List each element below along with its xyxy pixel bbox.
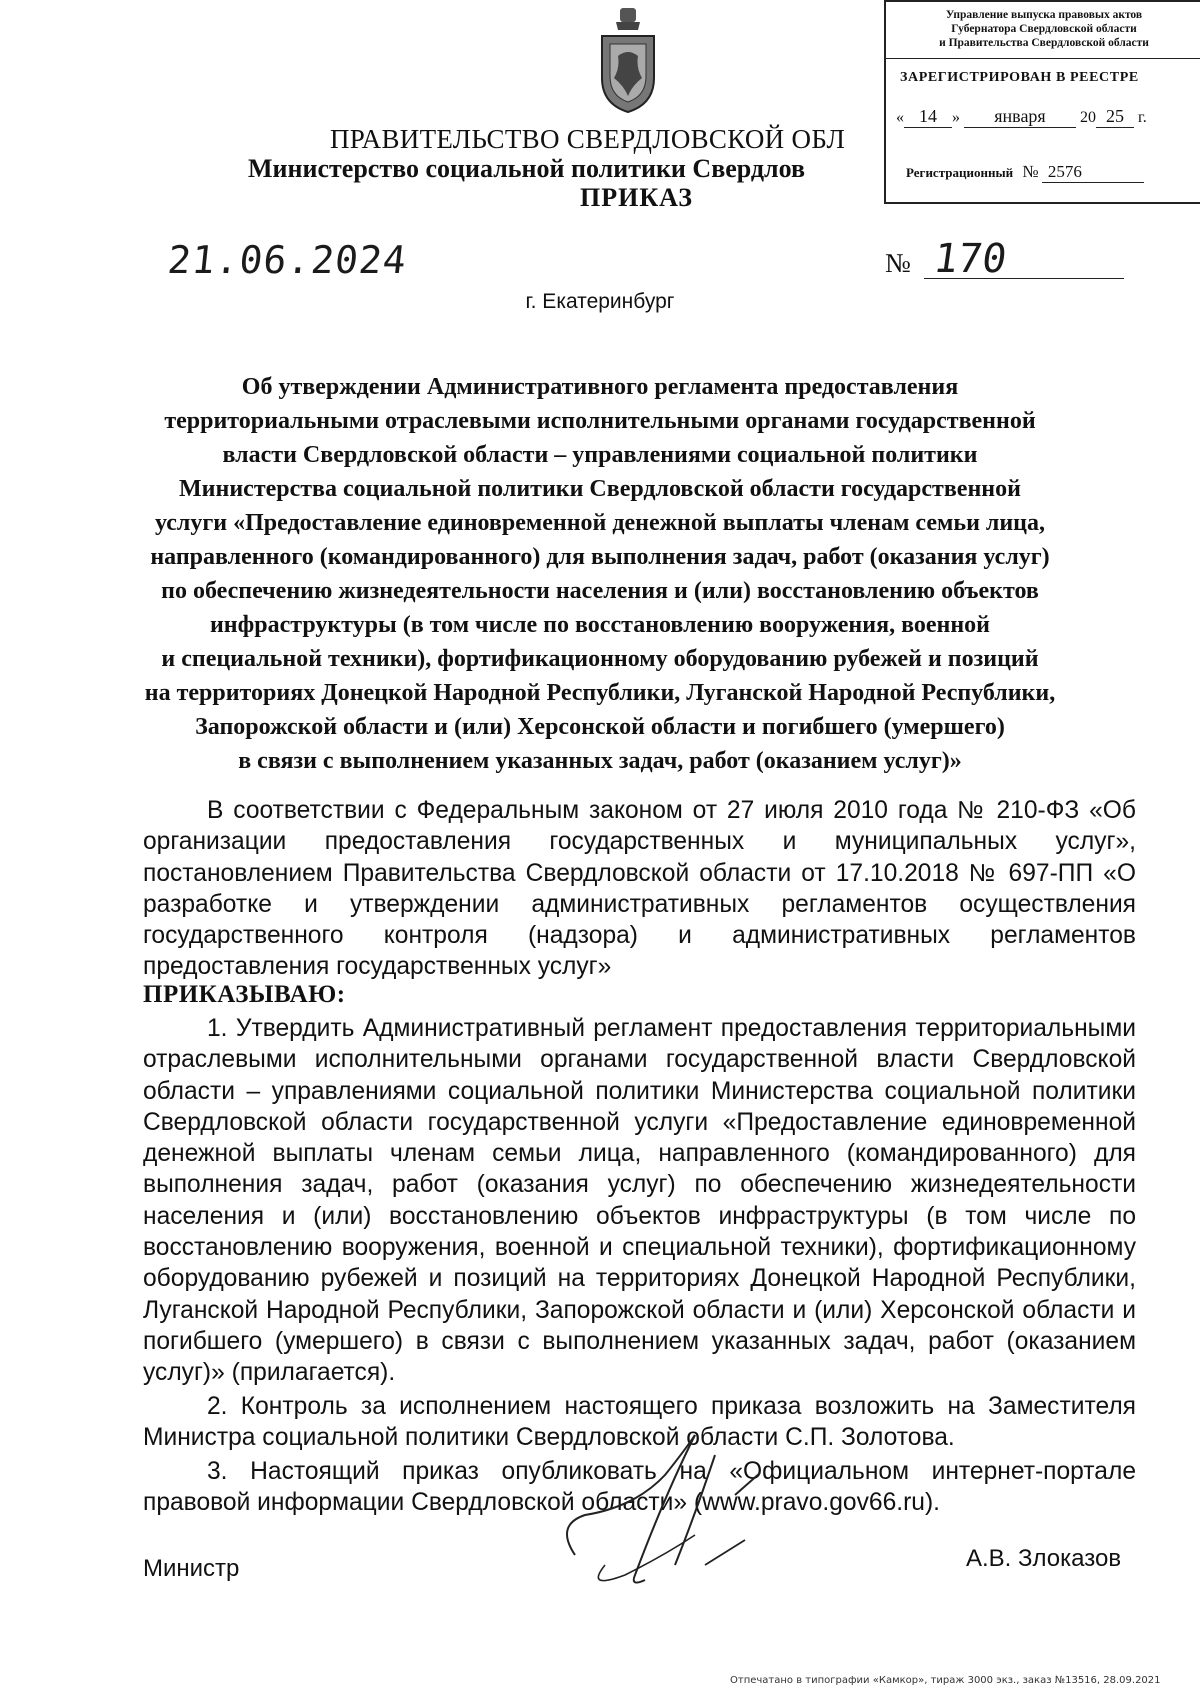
registry-year-prefix: 20 (1080, 109, 1096, 126)
order-number-sign: № (885, 248, 911, 278)
order-command: ПРИКАЗЫВАЮ: (143, 981, 346, 1008)
document-title-line: Об утверждении Административного регламента предоставления (241, 374, 959, 400)
document-title-line: инфраструктуры (в том числе по восстановлению вооружения, военной (209, 612, 991, 638)
registry-stamp (884, 0, 1200, 204)
document-title-line: территориальными отраслевыми исполнительными органами государственной (164, 408, 1036, 434)
coat-of-arms-emblem (596, 8, 660, 114)
registry-department-line-1: Управление выпуска правовых актов (945, 9, 1143, 21)
registry-number-sign: № (1022, 162, 1039, 181)
registry-year-abbrev: г. (1138, 109, 1147, 126)
registry-number: 2576 (1042, 162, 1144, 183)
document-title-line: на территориях Донецкой Народной Республики, Луганской Народной Республики, (144, 680, 1056, 706)
print-footer: Отпечатано в типографии «Камкор», тираж 3000 экз., заказ №13516, 28.09.2021 (730, 1675, 1161, 1686)
document-title-line: и специальной техники), фортификационному оборудованию рубежей и позиций (161, 646, 1039, 672)
handwritten-signature (545, 1415, 805, 1595)
document-title-line: Министерства социальной политики Свердловской области государственной (179, 476, 1021, 502)
ministry-title: Министерство социальной политики Свердлов (248, 154, 806, 183)
registry-number-label: Регистрационный (906, 165, 1014, 180)
registry-month: января (964, 106, 1076, 128)
registry-date (896, 106, 1147, 128)
order-number: 170 (930, 236, 1010, 282)
document-title-line: по обеспечению жизнедеятельности населения и (или) восстановлению объектов (161, 578, 1039, 604)
document-type: ПРИКАЗ (580, 183, 694, 212)
document-title (120, 370, 1080, 778)
order-item-3: 3. Настоящий приказ опубликовать на «Официальном интернет-портале правовой информации Свердловской области» (www.pravo.gov66.ru). (143, 1458, 1136, 1517)
order-item-1: 1. Утвердить Административный регламент предоставления территориальными отраслевыми исполнительными органами государственной власти Свердловской области – управлениями социальной политики Министерства социальной политики Свердловской области государственной услуги «Предоставление единовременной денежной выплаты членам семьи лица, направленного (командированного) для выполнения задач, работ (оказания услуг) по обеспечению жизнедеятельности населения и (или) восстановлению объектов инфраструктуры (в том числе по восстановлению вооружения, военной и специальной техники), фортификационному оборудованию рубежей и позиций на территориях Донецкой Народной Республики, Луганской Народной Республики, Запорожской области и (или) Херсонской области и погибшего (умершего) в связи с выполнением указанных задач, работ (оказанием услуг)» (прилагается). (143, 1015, 1136, 1387)
registry-divider (886, 58, 1200, 59)
government-title: ПРАВИТЕЛЬСТВО СВЕРДЛОВСКОЙ ОБЛ (330, 124, 846, 154)
registry-quote-close: » (952, 109, 960, 126)
registry-day: 14 (904, 106, 952, 128)
signer-role: Министр (143, 1555, 240, 1582)
order-date: 21.06.2024 (165, 238, 410, 282)
registry-title: ЗАРЕГИСТРИРОВАН В РЕЕСТРЕ (900, 70, 1139, 85)
registry-year-suffix: 25 (1096, 106, 1134, 128)
registry-number-row (906, 162, 1144, 183)
registry-quote-open: « (896, 109, 904, 126)
registry-department-line-3: и Правительства Свердловской области (939, 37, 1149, 49)
document-title-line: в связи с выполнением указанных задач, работ (оказанием услуг)» (238, 748, 962, 774)
document-title-line: Запорожской области и (или) Херсонской области и погибшего (умершего) (195, 714, 1005, 740)
signer-name: А.В. Злоказов (966, 1545, 1122, 1572)
registry-department-line-2: Губернатора Свердловской области (951, 23, 1137, 35)
preamble: В соответствии с Федеральным законом от 27 июля 2010 года № 210-ФЗ «Об организации предоставления государственных и муниципальных услуг», постановлением Правительства Свердловской области от 17.10.2018 № 697-ПП «О разработке и утверждении административных регламентов осуществления государственного контроля (надзора) и административных регламентов предоставления государственных услуг» (143, 797, 1136, 981)
document-title-line: власти Свердловской области – управлениями социальной политики (222, 442, 978, 468)
registry-department (886, 8, 1200, 50)
document-title-line: направленного (командированного) для выполнения задач, работ (оказания услуг) (150, 544, 1050, 570)
city: г. Екатеринбург (525, 290, 675, 313)
document-title-line: услуги «Предоставление единовременной денежной выплаты членам семьи лица, (154, 510, 1046, 536)
order-item-2: 2. Контроль за исполнением настоящего приказа возложить на Заместителя Министра социальной политики Свердловской области С.П. Золотова. (143, 1393, 1136, 1452)
